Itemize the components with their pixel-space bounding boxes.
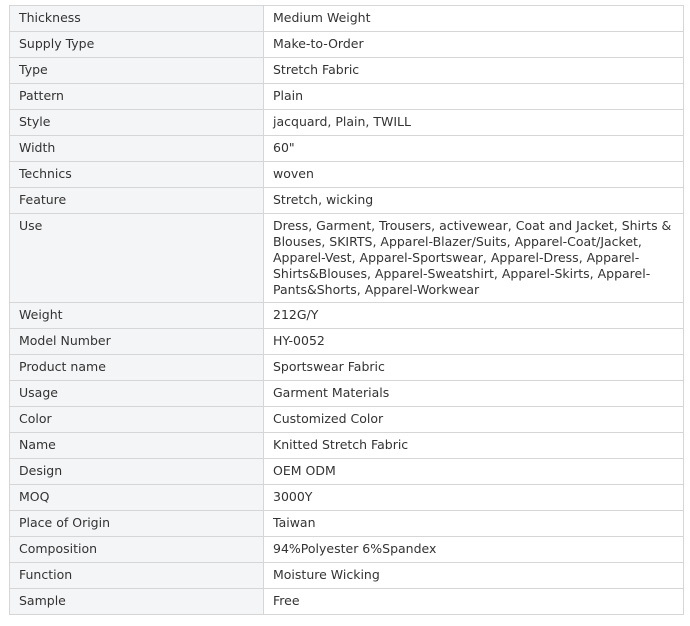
spec-value-weight: 212G/Y	[264, 303, 684, 329]
spec-label-style: Style	[10, 110, 264, 136]
table-row	[10, 407, 684, 433]
table-row	[10, 381, 684, 407]
spec-value-style: jacquard, Plain, TWILL	[264, 110, 684, 136]
spec-table-container	[9, 5, 684, 615]
spec-label-supply-type: Supply Type	[10, 32, 264, 58]
spec-value-moq: 3000Y	[264, 485, 684, 511]
spec-label-sample: Sample	[10, 589, 264, 615]
spec-value-product-name: Sportswear Fabric	[264, 355, 684, 381]
spec-value-design: OEM ODM	[264, 459, 684, 485]
spec-label-technics: Technics	[10, 162, 264, 188]
spec-label-use: Use	[10, 214, 264, 303]
spec-value-sample: Free	[264, 589, 684, 615]
table-row	[10, 84, 684, 110]
spec-value-width: 60"	[264, 136, 684, 162]
spec-value-type: Stretch Fabric	[264, 58, 684, 84]
table-row	[10, 485, 684, 511]
spec-value-supply-type: Make-to-Order	[264, 32, 684, 58]
table-row	[10, 433, 684, 459]
spec-label-type: Type	[10, 58, 264, 84]
table-row	[10, 214, 684, 303]
table-row	[10, 162, 684, 188]
table-row	[10, 32, 684, 58]
table-row	[10, 589, 684, 615]
spec-value-color: Customized Color	[264, 407, 684, 433]
table-row	[10, 6, 684, 32]
table-row	[10, 58, 684, 84]
spec-label-model-number: Model Number	[10, 329, 264, 355]
spec-value-usage: Garment Materials	[264, 381, 684, 407]
spec-label-width: Width	[10, 136, 264, 162]
table-row	[10, 329, 684, 355]
table-row	[10, 459, 684, 485]
spec-label-name: Name	[10, 433, 264, 459]
table-row	[10, 537, 684, 563]
spec-label-moq: MOQ	[10, 485, 264, 511]
spec-value-use: Dress, Garment, Trousers, activewear, Coat and Jacket, Shirts & Blouses, SKIRTS, Apparel-Blazer/Suits, Apparel-Coat/Jacket, Apparel-Vest, Apparel-Sportswear, Apparel-Dress, Apparel- Shirts&Blouses, Apparel-Sweatshirt, Apparel-Skirts, Apparel- Pants&Shorts, Apparel-Workwear	[264, 214, 684, 303]
spec-label-feature: Feature	[10, 188, 264, 214]
table-row	[10, 563, 684, 589]
spec-label-composition: Composition	[10, 537, 264, 563]
spec-value-composition: 94%Polyester 6%Spandex	[264, 537, 684, 563]
spec-value-feature: Stretch, wicking	[264, 188, 684, 214]
table-row	[10, 188, 684, 214]
spec-label-pattern: Pattern	[10, 84, 264, 110]
spec-value-pattern: Plain	[264, 84, 684, 110]
spec-value-place-of-origin: Taiwan	[264, 511, 684, 537]
table-row	[10, 110, 684, 136]
spec-value-function: Moisture Wicking	[264, 563, 684, 589]
spec-value-thickness: Medium Weight	[264, 6, 684, 32]
table-row	[10, 511, 684, 537]
spec-label-place-of-origin: Place of Origin	[10, 511, 264, 537]
product-spec-table	[9, 5, 684, 615]
spec-value-name: Knitted Stretch Fabric	[264, 433, 684, 459]
spec-table-body	[10, 6, 684, 615]
table-row	[10, 136, 684, 162]
spec-label-weight: Weight	[10, 303, 264, 329]
spec-value-model-number: HY-0052	[264, 329, 684, 355]
spec-label-function: Function	[10, 563, 264, 589]
spec-label-usage: Usage	[10, 381, 264, 407]
table-row	[10, 355, 684, 381]
spec-value-technics: woven	[264, 162, 684, 188]
table-row	[10, 303, 684, 329]
spec-label-thickness: Thickness	[10, 6, 264, 32]
spec-label-design: Design	[10, 459, 264, 485]
spec-label-color: Color	[10, 407, 264, 433]
spec-label-product-name: Product name	[10, 355, 264, 381]
